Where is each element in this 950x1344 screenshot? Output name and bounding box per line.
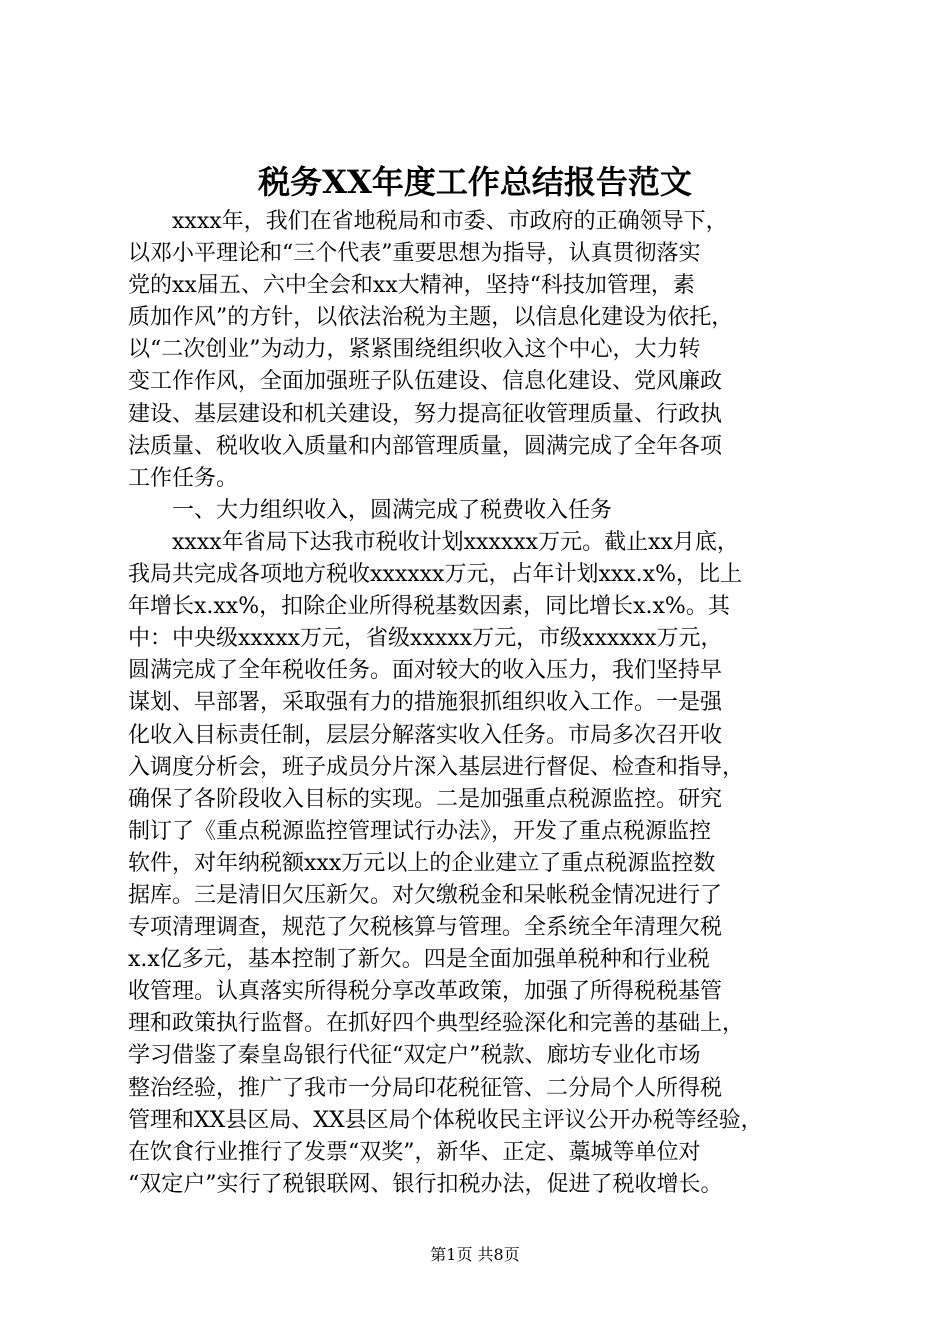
text-line: 中：中央级xxxxx万元，省级xxxxx万元，市级xxxxxx万元，	[128, 626, 723, 652]
text-line: 在饮食行业推行了发票“双奖”，新华、正定、藁城等单位对	[128, 1139, 701, 1165]
text-line: 以“二次创业”为动力，紧紧围绕组织收入这个中心，大力转	[128, 337, 701, 363]
text-line: “双定户”实行了税银联网、银行扣税办法，促进了税收增长。	[128, 1171, 723, 1197]
text-line: 建设、基层建设和机关建设，努力提高征收管理质量、行政执	[128, 401, 723, 427]
text-line: 理和政策执行监督。在抓好四个典型经验深化和完善的基础上，	[128, 1011, 745, 1037]
text-line: 软件，对年纳税额xxx万元以上的企业建立了重点税源监控数	[128, 850, 716, 876]
text-line: 工作任务。	[128, 465, 239, 491]
text-line: 据库。三是清旧欠压新欠。对欠缴税金和呆帐税金情况进行了	[128, 882, 723, 908]
text-line: 质加作风”的方针，以依法治税为主题，以信息化建设为依托，	[128, 305, 734, 331]
text-line: 谋划、早部署，采取强有力的措施狠抓组织收入工作。一是强	[128, 690, 723, 716]
document-title: 税务XX年度工作总结报告范文	[258, 163, 692, 201]
document-body	[128, 206, 858, 1201]
text-line: 年增长x.xx%，扣除企业所得税基数因素，同比增长x.x%。其	[128, 594, 730, 620]
text-line: 收管理。认真落实所得税分享改革政策，加强了所得税税基管	[128, 979, 723, 1005]
text-line: 专项清理调查，规范了欠税核算与管理。全系统全年清理欠税	[128, 915, 723, 941]
text-line: 化收入目标责任制，层层分解落实收入任务。市局多次召开收	[128, 722, 723, 748]
text-line: 变工作作风，全面加强班子队伍建设、信息化建设、党风廉政	[128, 369, 723, 395]
text-line: 管理和XX县区局、XX县区局个体税收民主评议公开办税等经验，	[128, 1107, 763, 1133]
text-line: 确保了各阶段收入目标的实现。二是加强重点税源监控。研究	[128, 786, 723, 812]
text-line: 以邓小平理论和“三个代表”重要思想为指导，认真贯彻落实	[128, 241, 701, 267]
text-line: x.x亿多元，基本控制了新欠。四是全面加强单税种和行业税	[128, 947, 710, 973]
text-line: 我局共完成各项地方税收xxxxxx万元，占年计划xxx.x%，比上	[128, 562, 742, 588]
text-line: 制订了《重点税源监控管理试行办法》，开发了重点税源监控	[128, 818, 712, 844]
text-line: 党的xx届五、六中全会和xx大精神，坚持“科技加管理，素	[128, 273, 695, 299]
text-line: 入调度分析会，班子成员分片深入基层进行督促、检查和指导，	[128, 754, 745, 780]
section-heading: 一、大力组织收入，圆满完成了税费收入任务	[172, 497, 613, 523]
text-line: 圆满完成了全年税收任务。面对较大的收入压力，我们坚持早	[128, 658, 723, 684]
text-line: 学习借鉴了秦皇岛银行代征“双定户”税款、廊坊专业化市场	[128, 1043, 701, 1069]
text-line: xxxx年，我们在省地税局和市委、市政府的正确领导下，	[172, 209, 728, 234]
text-line: xxxx年省局下达我市税收计划xxxxxx万元。截止xx月底，	[172, 529, 739, 555]
page-footer: 第1页 共8页	[430, 1245, 520, 1264]
text-line: 法质量、税收收入质量和内部管理质量，圆满完成了全年各项	[128, 433, 723, 459]
text-line: 整治经验，推广了我市一分局印花税征管、二分局个人所得税	[128, 1075, 723, 1101]
